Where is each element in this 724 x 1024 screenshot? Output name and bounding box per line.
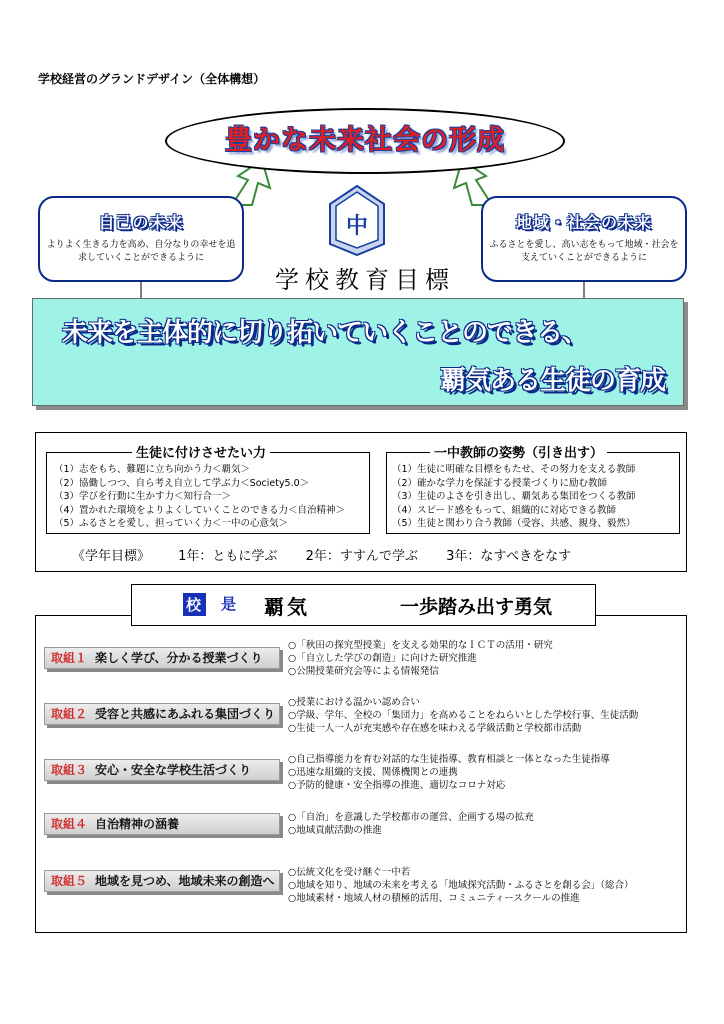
effort-2-label	[44, 703, 280, 725]
list-item: ○迅速な組織的支援、関係機関との連携	[288, 767, 458, 778]
list-item: ○地域を知り、地域の未来を考える「地域探究活動・ふるさとを創る会」（総合）	[288, 880, 634, 891]
school-goal-line1: 未来を主体的に切り拓いていくことのできる、	[62, 318, 588, 348]
effort-2-details	[288, 696, 638, 735]
grade-3-goal: 3年：なすべきをなす	[446, 549, 572, 564]
list-item: （4）スピード感をもって、組織的に対応できる教師	[392, 504, 616, 516]
effort-4-details	[288, 811, 534, 837]
list-item: ○生徒一人一人が充実感や存在感を味わえる学級活動と学校都市活動	[288, 723, 582, 734]
effort-5-label	[44, 870, 280, 892]
list-item: ○授業における温かい認め合い	[288, 697, 420, 708]
list-item: （1）生徒に明確な目標をもたせ、その努力を支える教師	[392, 464, 636, 475]
list-item: （3）生徒のよさを引き出し、覇気ある集団をつくる教師	[392, 491, 636, 502]
self-future-text: よりよく生きる力を高め、自分なりの幸せを追求していくことができるように	[46, 240, 236, 263]
effort-title: 受容と共感にあふれる集団づくり	[95, 707, 276, 721]
list-item: ○地域素材・地域人材の積極的活用、コミュニティースクールの推進	[288, 893, 580, 904]
motto-main: 覇気	[264, 595, 310, 619]
list-item: （2）協働しつつ、自ら考え自立して学ぶ力＜Society5.0＞	[54, 477, 310, 489]
effort-4-label	[44, 813, 280, 835]
grade-2-goal: 2年：すすんで学ぶ	[305, 549, 418, 564]
teacher-stance-title: 一中教師の姿勢（引き出す）	[430, 442, 607, 461]
effort-number: 取組４	[51, 817, 88, 831]
grade-goals-label: 《学年目標》	[72, 549, 151, 564]
self-future-title: 自己の未来	[98, 213, 184, 232]
main-goal-title: 豊かな未来社会の形成	[225, 125, 505, 156]
effort-title: 地域を見つめ、地域未来の創造へ	[95, 874, 275, 888]
effort-title: 楽しく学び、分かる授業づくり	[95, 651, 263, 665]
list-item: ○地域貢献活動の推進	[288, 825, 382, 836]
grade-goals	[72, 545, 593, 564]
effort-number: 取組３	[51, 763, 88, 777]
school-emblem-icon	[330, 186, 384, 255]
effort-number: 取組１	[51, 651, 88, 665]
grade-1-goal: 1年：ともに学ぶ	[178, 549, 278, 564]
motto-label-1: 校	[183, 593, 206, 616]
list-item: ○伝統文化を受け継ぐ一中若	[288, 867, 411, 878]
effort-number: 取組５	[51, 874, 88, 888]
list-item: ○予防的健康・安全指導の推進、適切なコロナ対応	[288, 780, 506, 791]
effort-5-details	[288, 866, 634, 905]
list-item: ○「自治」を意識した学校都市の運営、企画する場の拡充	[288, 812, 534, 823]
student-skills-title: 生徒に付けさせたい力	[132, 442, 270, 461]
effort-1-details	[288, 639, 553, 678]
effort-3-details	[288, 753, 610, 792]
list-item: （1）志をもち、難題に立ち向かう力＜覇気＞	[54, 464, 251, 475]
list-item: （2）確かな学力を保証する授業づくりに励む教師	[392, 477, 608, 489]
effort-1-label	[44, 647, 280, 669]
list-item: ○「秋田の探究型授業」を支える効果的なＩＣＴの活用・研究	[288, 640, 553, 651]
effort-3-label	[44, 759, 280, 781]
list-item: （3）学びを行動に生かす力＜知行合一＞	[54, 491, 232, 502]
effort-title: 安心・安全な学校生活づくり	[95, 763, 252, 777]
school-goal-heading: 学校教育目標	[275, 266, 455, 294]
list-item: ○「自立した学びの創造」に向けた研究推進	[288, 653, 477, 664]
document-title: 学校経営のグランドデザイン（全体構想）	[38, 72, 266, 86]
teacher-stance-list	[392, 463, 636, 531]
list-item: （4）置かれた環境をよりよくしていくことのできる力＜自治精神＞	[54, 504, 346, 516]
list-item: （5）生徒と関わり合う教師（受容、共感、親身、毅然）	[392, 518, 636, 529]
list-item: ○公開授業研究会等による情報発信	[288, 666, 439, 677]
self-future-box	[38, 196, 244, 282]
community-future-text: ふるさとを愛し、高い志をもって地域・社会を支えていくことができるように	[489, 240, 679, 263]
svg-text:中: 中	[345, 214, 369, 239]
list-item: ○自己指導能力を育む対話的な生徒指導、教育相談と一体となった生徒指導	[288, 754, 610, 765]
school-goal-line2: 覇気ある生徒の育成	[440, 366, 666, 396]
list-item: （5）ふるさとを愛し、担っていく力＜一中の心意気＞	[54, 518, 289, 529]
motto-sub: 一歩踏み出す勇気	[400, 596, 553, 618]
effort-title: 自治精神の涵養	[95, 817, 180, 831]
effort-number: 取組２	[51, 707, 88, 721]
student-skills-list	[54, 463, 345, 531]
motto-label-2: 是	[221, 595, 237, 613]
community-future-box	[481, 196, 687, 282]
list-item: ○学級、学年、全校の「集団力」を高めることをねらいとした学校行事、生徒活動	[288, 710, 639, 721]
community-future-title: 地域・社会の未来	[515, 213, 652, 232]
